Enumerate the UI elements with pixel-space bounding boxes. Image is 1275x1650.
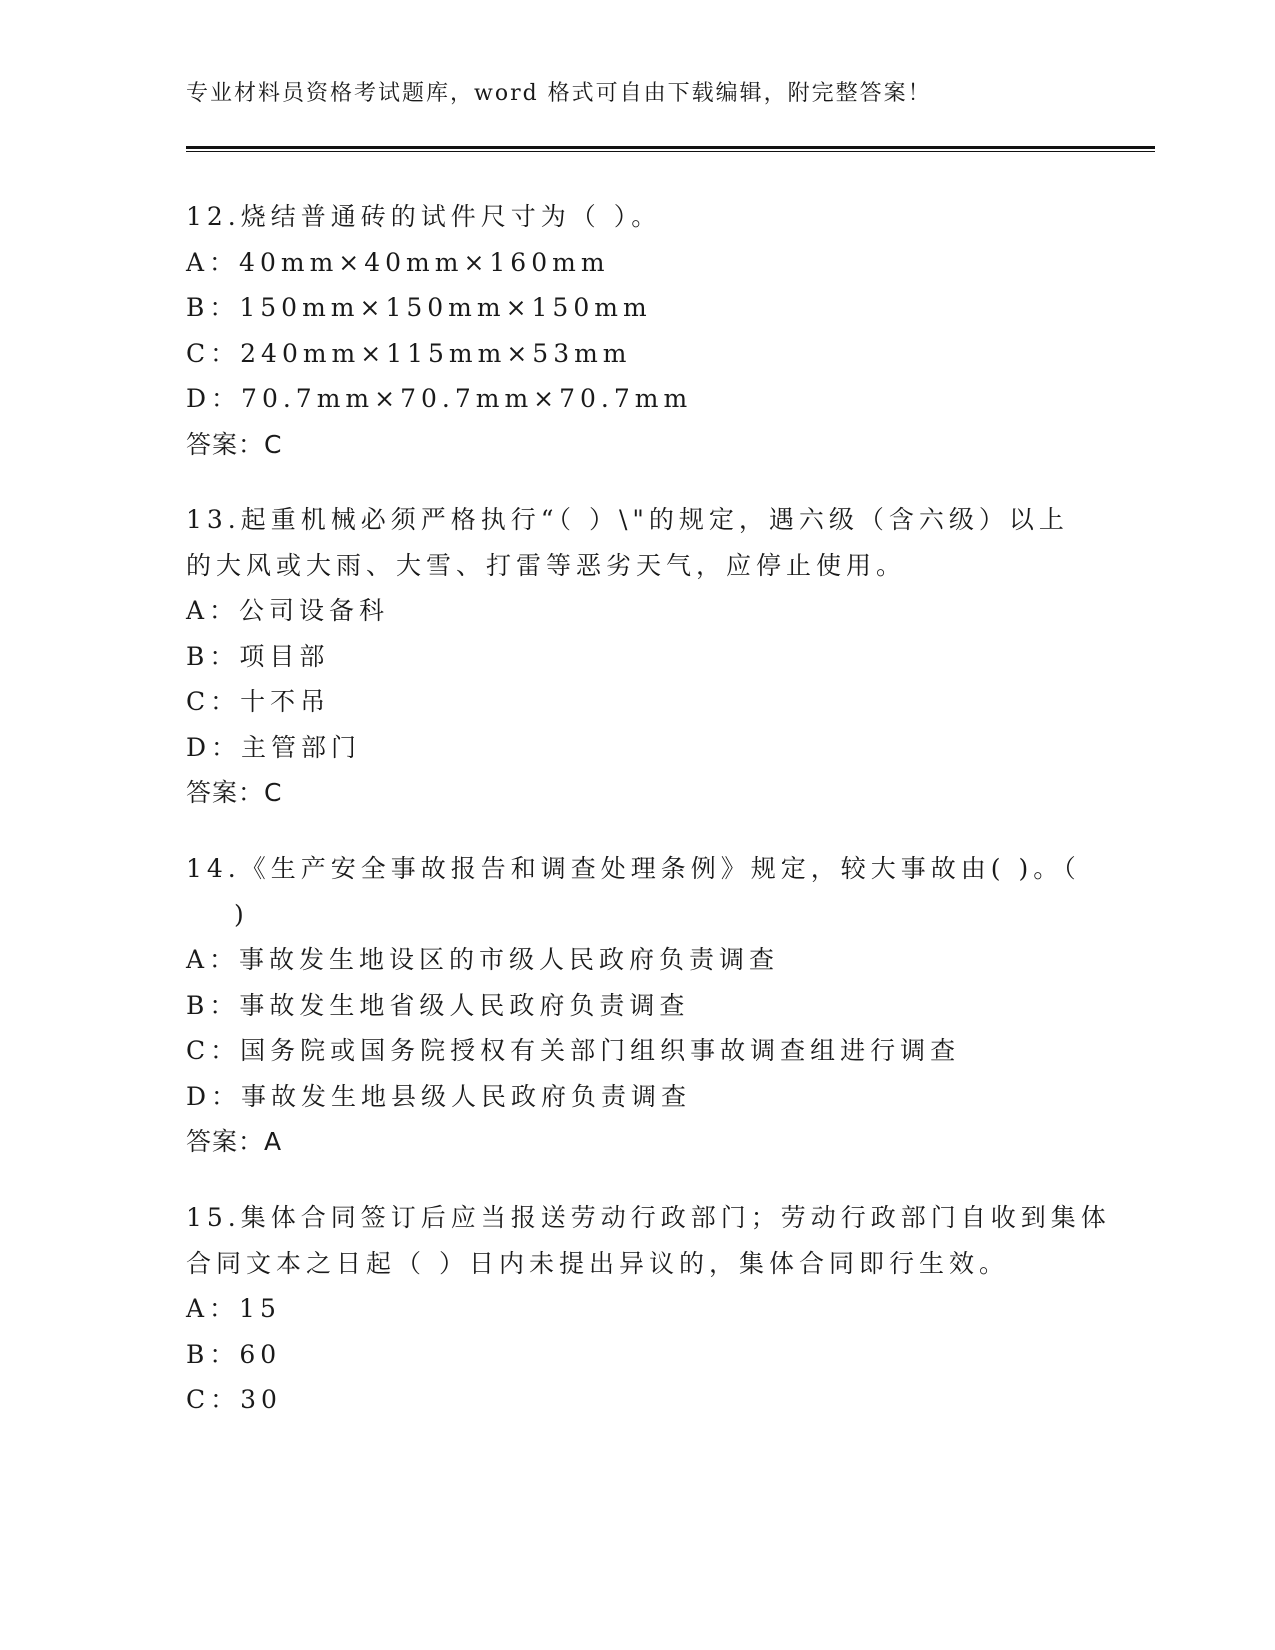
option-a: A：事故发生地设区的市级人民政府负责调查: [186, 945, 780, 974]
option-b: B：150mm×150mm×150mm: [186, 293, 652, 322]
question-12: [186, 194, 1086, 467]
header-divider-thin: [186, 151, 1155, 152]
option-b: B：60: [186, 1339, 282, 1369]
option-c: C：十不吊: [186, 687, 331, 716]
option-d: D：主管部门: [186, 732, 362, 762]
option-a: A：公司设备科: [186, 596, 390, 625]
option-c: C：30: [186, 1385, 282, 1414]
question-stem-line-2: 的大风或大雨、大雪、打雷等恶劣天气，应停止使用。: [186, 550, 907, 580]
answer: 答案：C: [186, 429, 283, 459]
header-divider: [186, 146, 1155, 149]
option-b: B：事故发生地省级人民政府负责调查: [186, 990, 690, 1020]
option-b: B：项目部: [186, 641, 330, 671]
question-stem-line-2: 合同文本之日起（ ）日内未提出异议的，集体合同即行生效。: [186, 1248, 1009, 1278]
question-13: [186, 497, 1086, 816]
question-stem-line-2: ): [234, 899, 249, 929]
question-stem: 12.烧结普通砖的试件尺寸为（ ）。: [186, 202, 662, 231]
option-a: A：15: [186, 1294, 281, 1323]
option-c: C：240mm×115mm×53mm: [186, 338, 632, 368]
answer: 答案：A: [186, 1127, 283, 1156]
question-15: [186, 1195, 1111, 1423]
option-a: A：40mm×40mm×160mm: [186, 247, 610, 277]
question-stem-line-1: 15.集体合同签订后应当报送劳动行政部门；劳动行政部门自收到集体: [186, 1203, 1111, 1232]
option-c: C：国务院或国务院授权有关部门组织事故调查组进行调查: [186, 1036, 961, 1065]
option-d: D：70.7mm×70.7mm×70.7mm: [186, 384, 693, 413]
question-stem-line-1: 14.《生产安全事故报告和调查处理条例》规定，较大事故由( )。（: [186, 854, 1081, 883]
answer: 答案：C: [186, 778, 283, 807]
option-d: D：事故发生地县级人民政府负责调查: [186, 1081, 692, 1111]
question-stem-line-1: 13.起重机械必须严格执行“（ ）\"的规定，遇六级（含六级）以上: [186, 505, 1069, 534]
question-14: [186, 846, 1086, 1165]
page-header: 专业材料员资格考试题库，word 格式可自由下载编辑，附完整答案！: [186, 81, 932, 106]
